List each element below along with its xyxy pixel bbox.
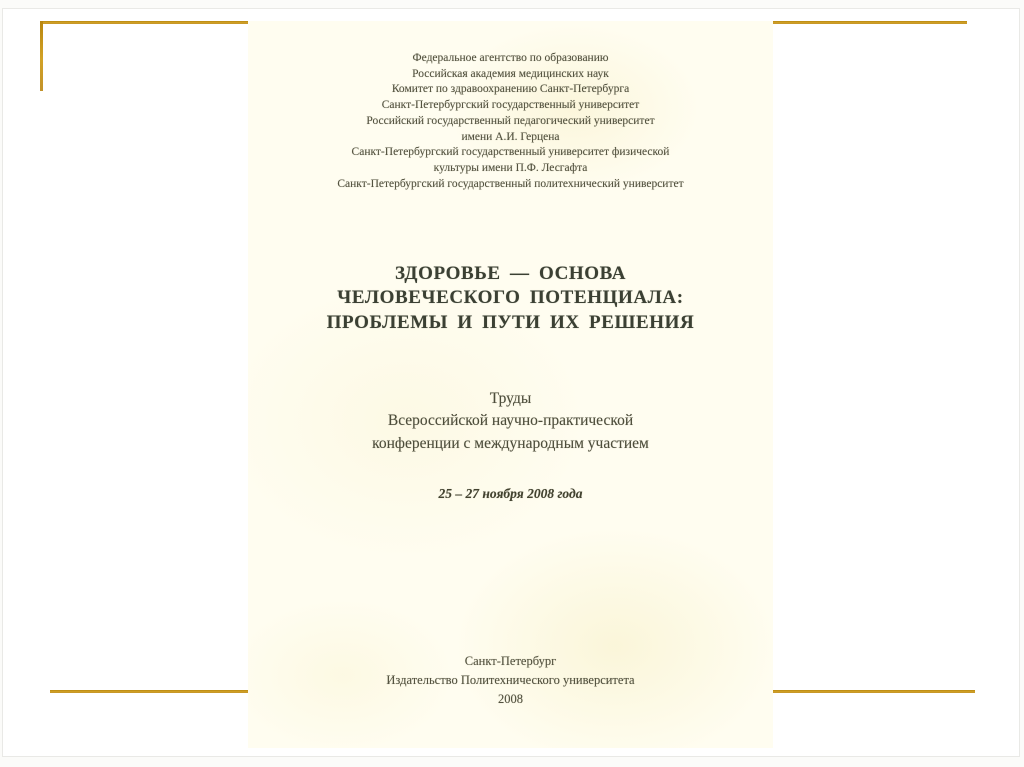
book-title-line: ПРОБЛЕМЫ И ПУТИ ИХ РЕШЕНИЯ	[326, 311, 695, 333]
book-title-line: ЗДОРОВЬЕ — ОСНОВА	[394, 263, 627, 284]
imprint-publisher: Издательство Политехнического университета	[386, 672, 635, 687]
institution-line: Российский государственный педагогический университет	[366, 114, 655, 127]
conference-date: 25 – 27 ноября 2008 года	[438, 486, 583, 501]
institution-line: Российская академия медицинских наук	[412, 67, 609, 80]
institution-line: Санкт-Петербургский государственный политехнический университет	[337, 177, 684, 190]
accent-line-left	[40, 21, 43, 91]
institution-line: имени А.И. Герцена	[461, 130, 560, 143]
proceedings-line: конференции с международным участием	[372, 434, 649, 452]
book-title	[248, 262, 773, 335]
proceedings-line: Труды	[489, 390, 532, 407]
imprint-block	[248, 652, 773, 708]
institution-line: культуры имени П.Ф. Лесгафта	[433, 161, 588, 174]
institution-line: Комитет по здравоохранению Санкт-Петербурга	[391, 83, 630, 96]
imprint-city: Санкт-Петербург	[464, 654, 557, 668]
book-title-line: ЧЕЛОВЕЧЕСКОГО ПОТЕНЦИАЛА:	[337, 287, 684, 309]
institution-line: Федеральное агентство по образованию	[412, 52, 609, 64]
institution-line: Санкт-Петербургский государственный университет	[381, 99, 640, 112]
scanned-title-page	[248, 21, 773, 748]
proceedings-line: Всероссийской научно-практической	[387, 412, 634, 430]
imprint-year: 2008	[498, 691, 523, 706]
institutions-block	[248, 51, 773, 192]
proceedings-block	[248, 388, 773, 455]
institution-line: Санкт-Петербургский государственный университет физической	[351, 146, 670, 159]
